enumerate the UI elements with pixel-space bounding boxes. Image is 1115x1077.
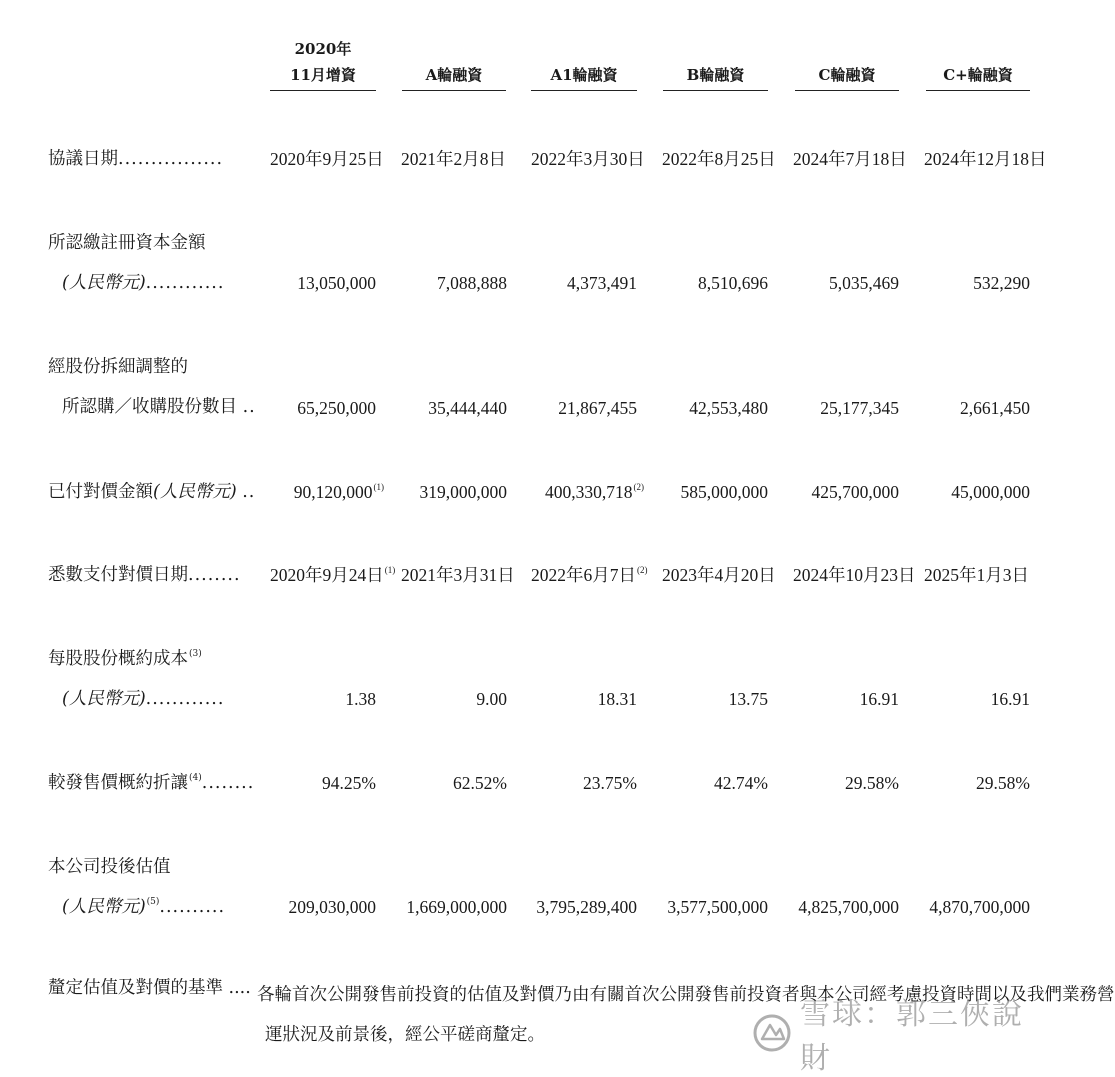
leader-dots: ........ bbox=[188, 565, 241, 585]
column-header-rule bbox=[663, 90, 768, 91]
row-label-text: 本公司投後估值 bbox=[48, 857, 171, 877]
footnote-ref: (5) bbox=[146, 897, 160, 907]
cost-per-share-cell: 1.38 bbox=[345, 689, 376, 709]
basis-text-line2: 運狀況及前景後，經公平磋商釐定。 bbox=[265, 1025, 545, 1045]
column-header-series-a bbox=[402, 36, 506, 91]
shares-cell: 35,444,440 bbox=[428, 398, 507, 418]
row-label-valuation bbox=[48, 854, 253, 920]
column-header-rule bbox=[402, 90, 506, 91]
cost-per-share-cell: 16.91 bbox=[990, 689, 1030, 709]
basis-label: 釐定估值及對價的基準 .... bbox=[48, 978, 251, 998]
row-label-text: 所認購／收購股份數目 bbox=[62, 397, 237, 417]
discount-cell: 29.58% bbox=[845, 773, 899, 793]
consideration-value: 400,330,718 bbox=[545, 482, 633, 502]
discount-cell: 29.58% bbox=[976, 773, 1030, 793]
row-label-discount bbox=[48, 770, 253, 796]
column-header-series-c-plus bbox=[926, 36, 1030, 91]
agreement-date-cell: 2022年8月25日 bbox=[662, 149, 776, 169]
registered-capital-cell: 7,088,888 bbox=[437, 273, 507, 293]
basis-text-line1: 各輪首次公開發售前投資的估值及對價乃由有關首次公開發售前投資者與本公司經考慮投資時間以及我們業務營 bbox=[257, 985, 1115, 1005]
leader-dots: ........ bbox=[201, 773, 255, 793]
column-header-rule bbox=[795, 90, 899, 91]
footnote-ref: (2) bbox=[633, 482, 644, 492]
valuation-cell: 1,669,000,000 bbox=[406, 897, 507, 917]
unit-label: (人民幣元) bbox=[62, 273, 146, 293]
column-header-line1 bbox=[402, 36, 506, 62]
agreement-date-cell: 2020年9月25日 bbox=[270, 149, 384, 169]
column-header-line2: C輪融資 bbox=[818, 66, 876, 84]
column-header-line1 bbox=[663, 36, 768, 62]
discount-cell: 23.75% bbox=[583, 773, 637, 793]
consideration-cell: 425,700,000 bbox=[811, 482, 899, 502]
leader-dots: .. bbox=[242, 482, 256, 502]
payment-date-cell: 2024年10月23日 bbox=[793, 565, 916, 585]
consideration-cell: 585,000,000 bbox=[680, 482, 768, 502]
payment-date-cell bbox=[531, 562, 648, 588]
consideration-value: 90,120,000 bbox=[293, 482, 373, 502]
footnote-ref: (2) bbox=[637, 565, 648, 575]
consideration-cell bbox=[270, 479, 384, 505]
discount-cell: 94.25% bbox=[322, 773, 376, 793]
column-header-line1 bbox=[795, 36, 899, 62]
valuation-cell: 4,825,700,000 bbox=[798, 897, 899, 917]
column-header-rule bbox=[531, 90, 637, 91]
column-header-2020-nov bbox=[270, 36, 376, 91]
cost-per-share-cell: 16.91 bbox=[859, 689, 899, 709]
leader-dots: .......... bbox=[159, 897, 226, 917]
row-label-text: 較發售價概約折讓 bbox=[48, 773, 188, 793]
agreement-date-cell: 2022年3月30日 bbox=[531, 149, 645, 169]
consideration-cell: 319,000,000 bbox=[419, 482, 507, 502]
row-label-text: 已付對價金額 bbox=[48, 482, 153, 502]
valuation-cell: 209,030,000 bbox=[288, 897, 376, 917]
valuation-cell: 3,577,500,000 bbox=[667, 897, 768, 917]
registered-capital-cell: 13,050,000 bbox=[297, 273, 376, 293]
cost-per-share-cell: 13.75 bbox=[728, 689, 768, 709]
agreement-date-cell: 2024年7月18日 bbox=[793, 149, 907, 169]
valuation-cell: 4,870,700,000 bbox=[929, 897, 1030, 917]
leader-dots: .. bbox=[242, 397, 256, 417]
footnote-ref: (1) bbox=[373, 482, 384, 492]
payment-date-cell: 2021年3月31日 bbox=[401, 565, 515, 585]
leader-dots: ............ bbox=[145, 689, 225, 709]
column-header-line1: 2020年 bbox=[294, 40, 352, 58]
column-header-line2: A1輪融資 bbox=[550, 66, 618, 84]
payment-date-cell bbox=[270, 562, 395, 588]
discount-cell: 42.74% bbox=[714, 773, 768, 793]
row-label-text: 協議日期 bbox=[48, 149, 118, 169]
watermark-text: 雪球：郭三俠說財 bbox=[800, 997, 1024, 1076]
row-label-payment-date bbox=[48, 562, 253, 588]
footnote-ref: (3) bbox=[189, 649, 202, 659]
footnote-ref: (1) bbox=[384, 565, 396, 575]
agreement-date-cell: 2024年12月18日 bbox=[924, 149, 1047, 169]
unit-label: (人民幣元) bbox=[153, 482, 237, 502]
leader-dots: ............ bbox=[145, 273, 225, 293]
cost-per-share-cell: 18.31 bbox=[597, 689, 637, 709]
cost-per-share-cell: 9.00 bbox=[476, 689, 507, 709]
shares-cell: 2,661,450 bbox=[960, 398, 1030, 418]
column-header-line1 bbox=[531, 36, 637, 62]
payment-date-cell: 2025年1月3日 bbox=[924, 565, 1029, 585]
leader-dots: ................ bbox=[118, 149, 224, 169]
payment-date-value: 2022年6月7日 bbox=[531, 565, 636, 585]
column-header-line2: A輪融資 bbox=[425, 66, 483, 84]
column-header-series-b bbox=[663, 36, 768, 91]
row-label-shares bbox=[48, 354, 256, 420]
column-header-line1 bbox=[926, 36, 1030, 62]
footnote-ref: (4) bbox=[189, 773, 202, 783]
row-label-agreement-date bbox=[48, 146, 253, 172]
row-label-text: 經股份拆細調整的 bbox=[48, 357, 188, 377]
payment-date-value: 2020年9月24日 bbox=[270, 565, 384, 585]
shares-cell: 65,250,000 bbox=[297, 398, 376, 418]
column-header-series-a1 bbox=[531, 36, 637, 91]
column-header-line2: C+輪融資 bbox=[943, 66, 1013, 84]
column-header-series-c bbox=[795, 36, 899, 91]
consideration-cell bbox=[531, 479, 644, 505]
row-label-text: 每股股份概約成本 bbox=[48, 649, 188, 669]
column-header-rule bbox=[270, 90, 376, 91]
column-header-line2: 11月增資 bbox=[290, 66, 356, 84]
row-label-text: 所認繳註冊資本金額 bbox=[48, 233, 206, 253]
valuation-cell: 3,795,289,400 bbox=[536, 897, 637, 917]
row-label-text: 悉數支付對價日期 bbox=[48, 565, 188, 585]
registered-capital-cell: 4,373,491 bbox=[567, 273, 637, 293]
registered-capital-cell: 532,290 bbox=[973, 273, 1030, 293]
shares-cell: 25,177,345 bbox=[820, 398, 899, 418]
shares-cell: 21,867,455 bbox=[558, 398, 637, 418]
row-label-consideration bbox=[48, 479, 256, 505]
unit-label: (人民幣元) bbox=[62, 689, 146, 709]
discount-cell: 62.52% bbox=[453, 773, 507, 793]
column-header-line2: B輪融資 bbox=[686, 66, 745, 84]
payment-date-cell: 2023年4月20日 bbox=[662, 565, 776, 585]
registered-capital-cell: 8,510,696 bbox=[698, 273, 768, 293]
agreement-date-cell: 2021年2月8日 bbox=[401, 149, 506, 169]
shares-cell: 42,553,480 bbox=[689, 398, 768, 418]
registered-capital-cell: 5,035,469 bbox=[829, 273, 899, 293]
consideration-cell: 45,000,000 bbox=[951, 482, 1030, 502]
row-label-registered-capital bbox=[48, 230, 253, 296]
unit-label: (人民幣元) bbox=[62, 897, 146, 917]
snowball-logo-icon bbox=[752, 1013, 792, 1053]
watermark bbox=[752, 997, 1052, 1076]
column-header-rule bbox=[926, 90, 1030, 91]
row-label-cost-per-share bbox=[48, 646, 253, 712]
